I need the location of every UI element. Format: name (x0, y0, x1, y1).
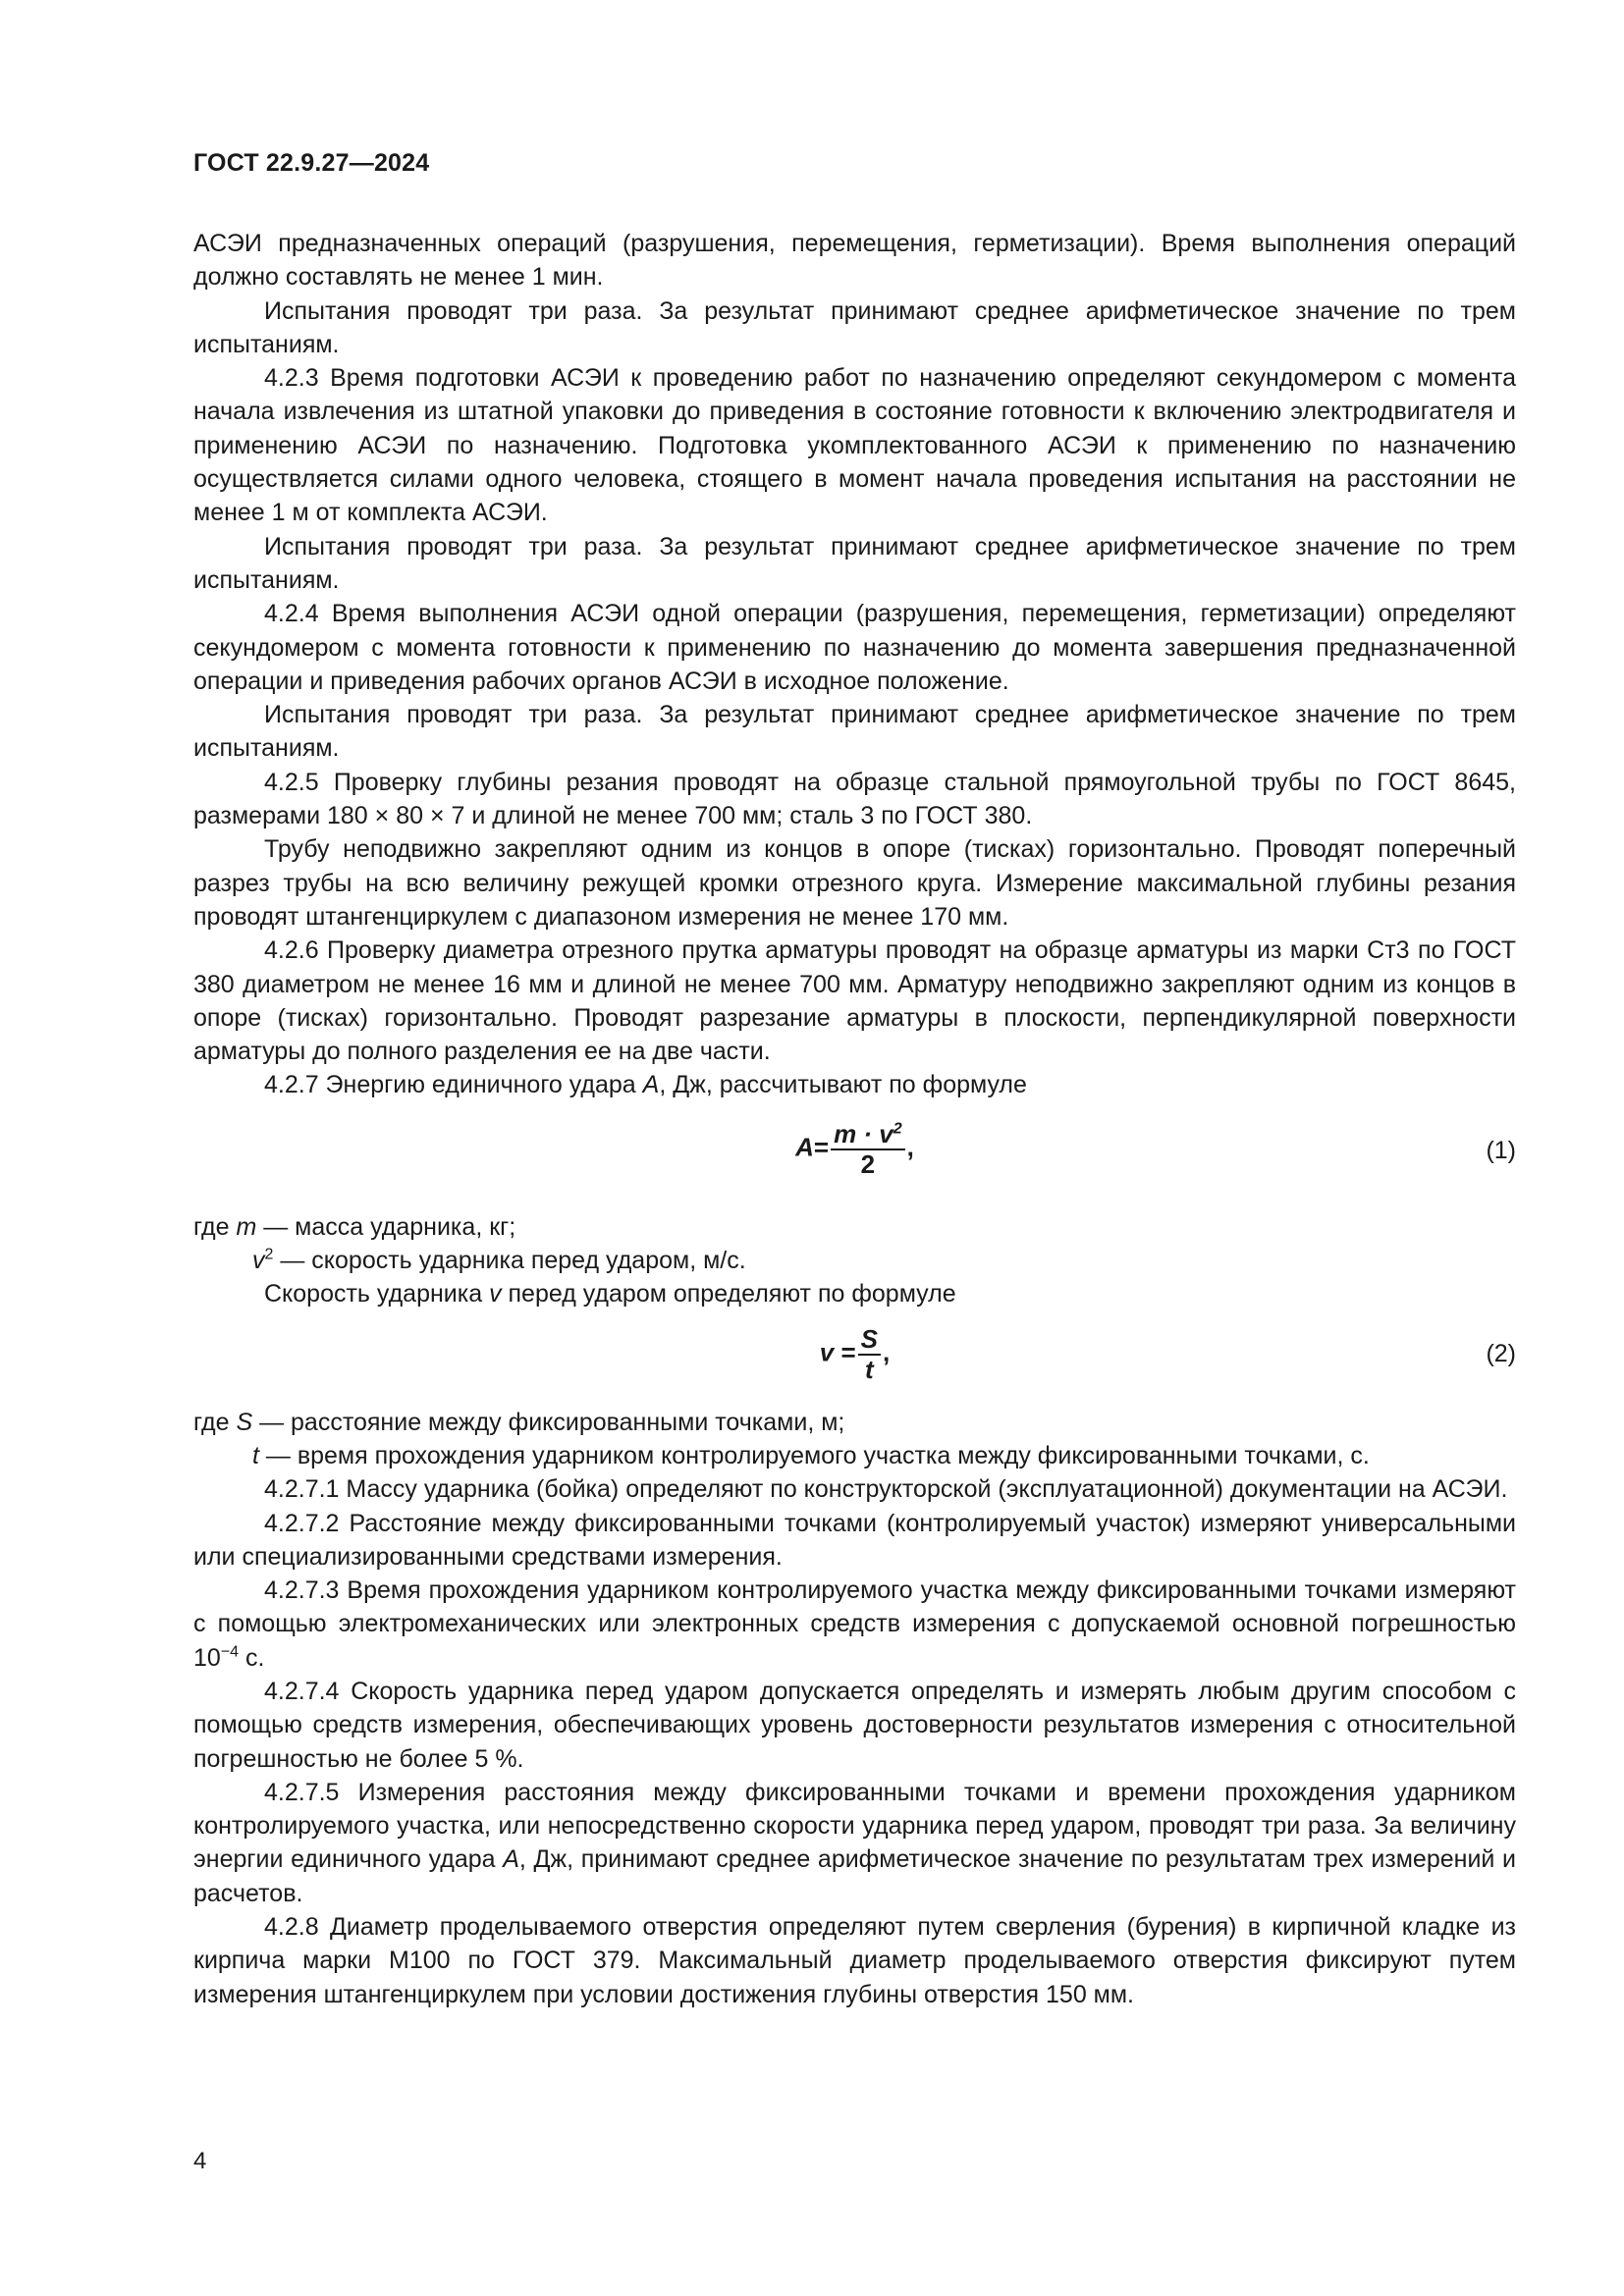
formula-1-expression: A= $\frac{m \cdot v^2}{2}$ , (795, 1118, 914, 1179)
paragraph: Испытания проводят три раза. За результат принимают среднее арифметическое значение по трем испытаниям. (193, 701, 1516, 763)
paragraph: АСЭИ предназначенных операций (разрушения, перемещения, герметизации). Время выполнения операций должно составлять не менее 1 мин. (193, 230, 1516, 292)
paragraph-4-2-7-3: 4.2.7.3 Время прохождения ударником контролируемого участка между фиксированными точками измеряют с помощью электромеханических или электронных средств измерения с допускаемой основной погрешностью $10^{-4}$ с. (193, 1576, 1516, 1672)
where-line: t — время прохождения ударником контролируемого участка между фиксированными точками, с. (252, 1441, 1370, 1469)
formula-number: (2) (1486, 1339, 1516, 1367)
formula-1 (193, 1120, 1516, 1189)
paragraph-4-2-7-5: 4.2.7.5 Измерения расстояния между фиксированными точками и времени прохождения ударником контролируемого участка, или непосредственно скорости ударника перед ударом, проводят три раза. За величину энергии единичного удара A, Дж, принимают среднее арифметическое значение по результатам трех измерений и расчетов. (193, 1778, 1516, 1907)
paragraph-4-2-6: 4.2.6 Проверку диаметра отрезного прутка арматуры проводят на образце арматуры из марки Ст3 по ГОСТ 380 диаметром не менее 16 мм и длиной не менее 700 мм. Арматуру неподвижно закрепляют одним из концов в опоре (тисках) горизонтально. Проводят разрезание арматуры в плоскости, перпендикулярной поверхности арматуры до полного разделения ее на две части. (193, 936, 1516, 1066)
formula-number: (1) (1486, 1136, 1516, 1164)
paragraph: Испытания проводят три раза. За результат принимают среднее арифметическое значение по трем испытаниям. (193, 296, 1516, 358)
paragraph-4-2-5: 4.2.5 Проверку глубины резания проводят на образце стальной прямоугольной трубы по ГОСТ 8645, размерами 180 × 80 × 7 и длиной не менее 700 мм; сталь 3 по ГОСТ 380. (193, 768, 1516, 830)
fraction: $\frac{m \cdot v^2}{2}$ (831, 1120, 905, 1178)
where-line: где m — масса ударника, кг; (193, 1212, 516, 1241)
document-header: ГОСТ 22.9.27—2024 (193, 149, 430, 177)
paragraph-4-2-7-4: 4.2.7.4 Скорость ударника перед ударом допускается определять и измерять любым другим способом с помощью средств измерения, обеспечивающих уровень достоверности результатов измерения с относительной погрешностью не более 5 %. (193, 1677, 1516, 1773)
document-body (193, 227, 1516, 2011)
page-number: 4 (193, 2148, 207, 2174)
paragraph-4-2-7-2: 4.2.7.2 Расстояние между фиксированными точками (контролируемый участок) измеряют универсальными или специализированными средствами измерения. (193, 1509, 1516, 1571)
paragraph-4-2-7: 4.2.7 Энергию единичного удара A, Дж, рассчитывают по формуле (264, 1071, 1027, 1099)
paragraph: Трубу неподвижно закрепляют одним из концов в опоре (тисках) горизонтально. Проводят поперечный разрез трубы на всю величину режущей кромки отрезного круга. Измерение максимальной глубины резания проводят штангенциркулем с диапазоном измерения не менее 170 мм. (193, 835, 1516, 931)
paragraph-4-2-3: 4.2.3 Время подготовки АСЭИ к проведению работ по назначению определяют секундомером с момента начала извлечения из штатной упаковки до приведения в состояние готовности к включению электродвигателя и применению АСЭИ по назначению. Подготовка укомплектованного АСЭИ к применению по назначению осуществляется силами одного человека, стоящего в момент начала проведения испытания на расстоянии не менее 1 м от комплекта АСЭИ. (193, 364, 1516, 527)
paragraph: Скорость ударника v перед ударом определяют по формуле (264, 1280, 956, 1308)
formula-2-expression: v = $\frac{S}{t}$ , (819, 1323, 891, 1384)
paragraph-4-2-4: 4.2.4 Время выполнения АСЭИ одной операции (разрушения, перемещения, герметизации) определяют секундомером с момента готовности к применению по назначению до момента завершения предназначенной операции и приведения рабочих органов АСЭИ в исходное положение. (193, 600, 1516, 695)
fraction: $\frac{S}{t}$ (858, 1325, 881, 1383)
where-line: $v^2$ — скорость ударника перед ударом, м/с. (252, 1246, 746, 1275)
paragraph-4-2-8: 4.2.8 Диаметр проделываемого отверстия определяют путем сверления (бурения) в кирпичной кладке из кирпича марки М100 по ГОСТ 379. Максимальный диаметр проделываемого отверстия фиксируют путем измерения штангенциркулем при условии достижения глубины отверстия 150 мм. (193, 1913, 1516, 2008)
paragraph-4-2-7-1: 4.2.7.1 Массу ударника (бойка) определяют по конструкторской (эксплуатационной) документации на АСЭИ. (264, 1475, 1508, 1504)
formula-2 (193, 1325, 1516, 1386)
where-line: где S — расстояние между фиксированными точками, м; (193, 1408, 845, 1436)
paragraph: Испытания проводят три раза. За результат принимают среднее арифметическое значение по трем испытаниям. (193, 532, 1516, 594)
